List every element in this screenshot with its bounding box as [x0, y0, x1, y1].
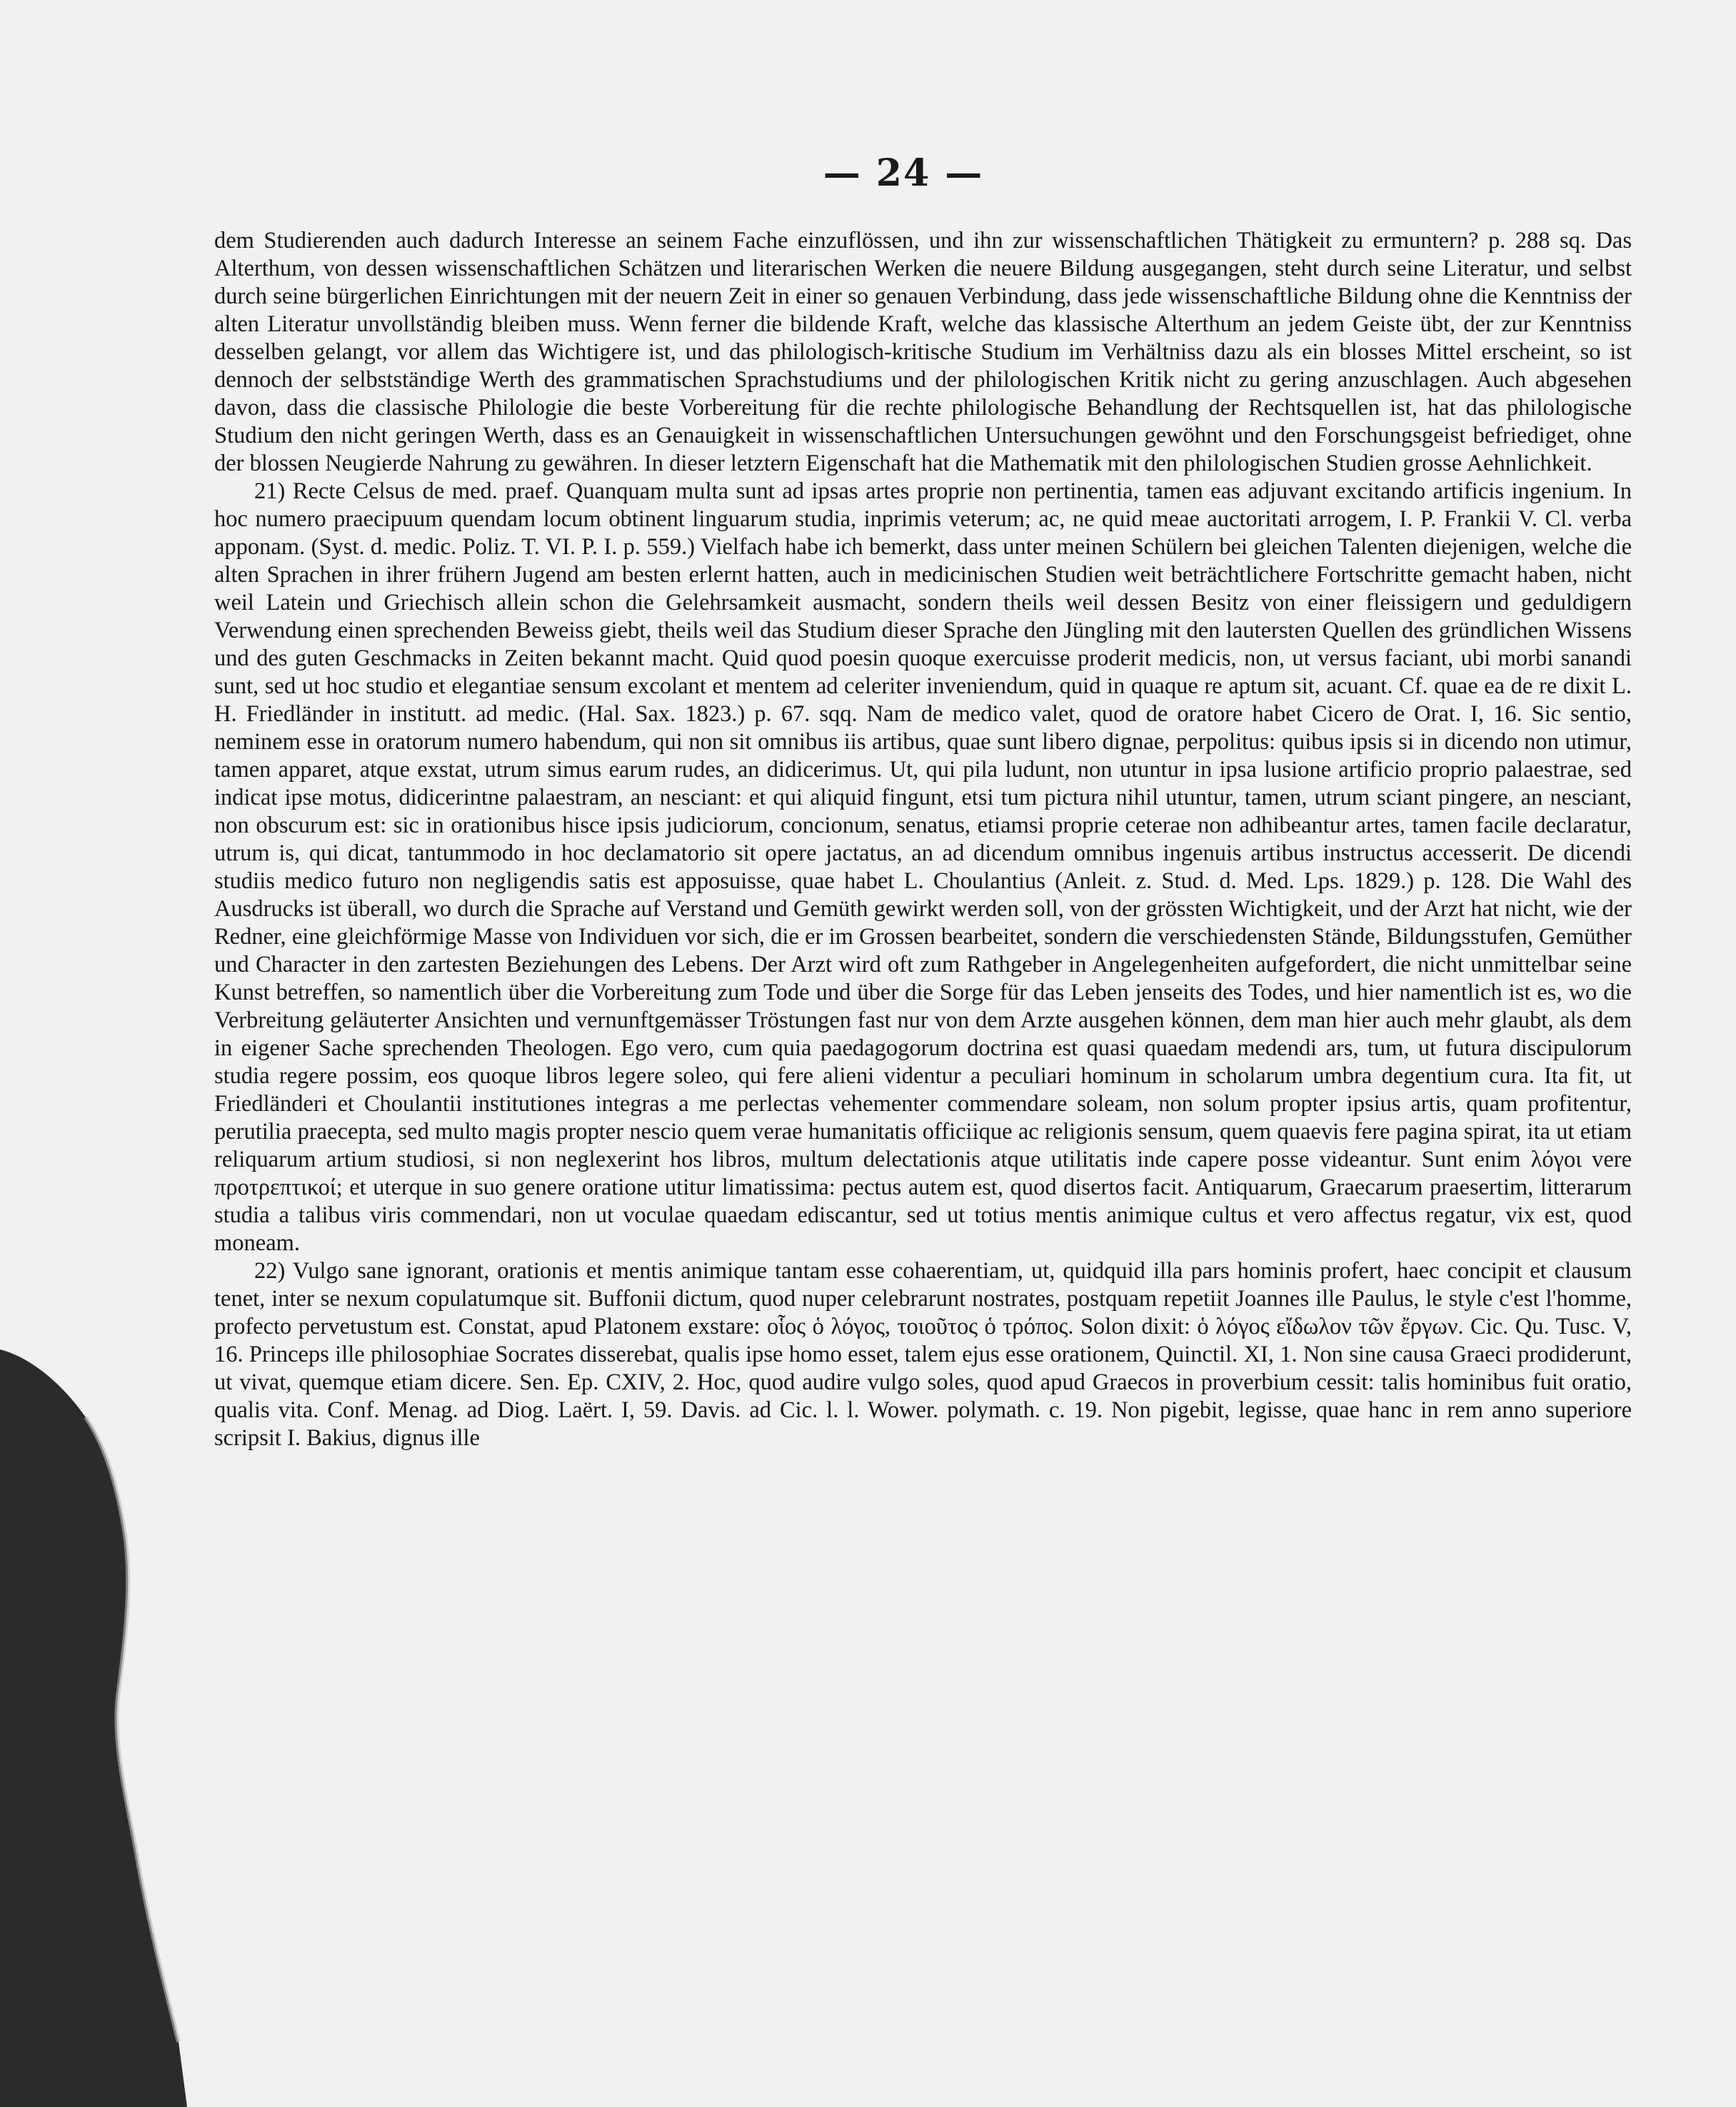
page-number: — 24 —	[823, 151, 984, 195]
paragraph-continued: dem Studierenden auch dadurch Interesse an seinem Fache einzuflössen, und ihn zur wissenschaftlichen Thätigkeit zu ermuntern? p. 288 sq. Das Alterthum, von dessen wissenschaftlichen Schätzen und literarischen Werken die neuere Bildung ausgegangen, steht durch seine Literatur, und selbst durch seine bürgerlichen Einrichtungen mit der neuern Zeit in einer so genauen Verbindung, dass jede wissenschaftliche Bildung ohne die Kenntniss der alten Literatur unvollständig bleiben muss. Wenn ferner die bildende Kraft, welche das klassische Alterthum an jedem Geiste übt, der zur Kenntniss desselben gelangt, vor allem das Wichtigere ist, und das philologisch-kritische Studium im Verhältniss dazu als ein blosses Mittel erscheint, so ist dennoch der selbstständige Werth des grammatischen Sprachstudiums und der philologischen Kritik nicht zu gering anzuschlagen. Auch abgesehen davon, dass die classische Philologie die beste Vorbereitung für die rechte philologische Behandlung der Rechtsquellen ist, hat das philologische Studium den nicht geringen Werth, dass es an Genauigkeit in wissenschaftlichen Untersuchungen gewöhnt und den Forschungsgeist befriediget, ohne der blossen Neugierde Nahrung zu gewähren. In dieser letztern Eigenschaft hat die Mathematik mit den philologischen Studien grosse Aehnlichkeit.	[214, 228, 1632, 476]
body-text	[214, 227, 1632, 1452]
footnote-22: 22) Vulgo sane ignorant, orationis et mentis animique tantam esse cohaerentiam, ut, quidquid illa pars hominis profert, haec concipit et clausum tenet, inter se nexum copulatumque sit. Buffonii dictum, quod nuper celebrarunt nostrates, postquam repetiit Joannes ille Paulus, le style c'est l'homme, profecto pervetustum est. Constat, apud Platonem exstare: οἷος ὁ λόγος, τοιοῦτος ὁ τρόπος. Solon dixit: ὁ λόγος εἴδωλον τῶν ἔργων. Cic. Qu. Tusc. V, 16. Princeps ille philosophiae Socrates disserebat, qualis ipse homo esset, talem ejus esse orationem, Quinctil. XI, 1. Non sine causa Graeci prodiderunt, ut vivat, quemque etiam dicere. Sen. Ep. CXIV, 2. Hoc, quod audire vulgo soles, quod apud Graecos in proverbium cessit: talis hominibus fuit oratio, qualis vita. Conf. Menag. ad Diog. Laërt. I, 59. Davis. ad Cic. l. l. Wower. polymath. c. 19. Non pigebit, legisse, quae hanc in rem anno superiore scripsit I. Bakius, dignus ille	[214, 1258, 1632, 1451]
footnote-21: 21) Recte Celsus de med. praef. Quanquam multa sunt ad ipsas artes proprie non pertinentia, tamen eas adjuvant excitando artificis ingenium. In hoc numero praecipuum quendam locum obtinent linguarum studia, inprimis veterum; ac, ne quid meae auctoritati arrogem, I. P. Frankii V. Cl. verba apponam. (Syst. d. medic. Poliz. T. VI. P. I. p. 559.) Vielfach habe ich bemerkt, dass unter meinen Schülern bei gleichen Talenten diejenigen, welche die alten Sprachen in ihrer frühern Jugend am besten erlernt hatten, auch in medicinischen Studien weit beträchtlichere Fortschritte gemacht haben, nicht weil Latein und Griechisch allein schon die Gelehrsamkeit ausmacht, sondern theils weil dessen Besitz von einer fleissigern und geduldigern Verwendung einen sprechenden Beweiss giebt, theils weil das Studium dieser Sprache den Jüngling mit den lautersten Quellen des gründlichen Wissens und des guten Geschmacks in Zeiten bekannt macht. Quid quod poesin quoque exercuisse proderit medicis, non, ut versus faciant, ubi morbi sanandi sunt, sed ut hoc studio et elegantiae sensum excolant et mentem ad celeriter inveniendum, quid in quaque re aptum sit, acuant. Cf. quae ea de re dixit L. H. Friedländer in institutt. ad medic. (Hal. Sax. 1823.) p. 67. sqq. Nam de medico valet, quod de oratore habet Cicero de Orat. I, 16. Sic sentio, neminem esse in oratorum numero habendum, qui non sit omnibus iis artibus, quae sunt libero dignae, perpolitus: quibus ipsis si in dicendo non utimur, tamen apparet, atque exstat, utrum simus earum rudes, an didicerimus. Ut, qui pila ludunt, non utuntur in ipsa lusione artificio proprio palaestrae, sed indicat ipse motus, didicerintne palaestram, an nesciant: et qui aliquid fingunt, etsi tum pictura nihil utuntur, tamen, utrum sciant pingere, an nesciant, non obscurum est: sic in orationibus hisce ipsis judiciorum, concionum, senatus, etiamsi proprie ceterae non adhibeantur artes, tamen facile declaratur, utrum is, qui dicat, tantummodo in hoc declamatorio sit opere jactatus, an ad dicendum omnibus ingenuis artibus instructus accesserit. De dicendi studiis medico futuro non negligendis satis est apposuisse, quae habet L. Choulantius (Anleit. z. Stud. d. Med. Lps. 1829.) p. 128. Die Wahl des Ausdrucks ist überall, wo durch die Sprache auf Verstand und Gemüth gewirkt werden soll, von der grössten Wichtigkeit, und der Arzt hat nicht, wie der Redner, eine gleichförmige Masse von Individuen vor sich, die er im Grossen bearbeitet, sondern die verschiedensten Stände, Bildungsstufen, Gemüther und Character in den zartesten Beziehungen des Lebens. Der Arzt wird oft zum Rathgeber in Angelegenheiten aufgefordert, die nicht unmittelbar seine Kunst betreffen, so namentlich über die Vorbereitung zum Tode und über die Sorge für das Leben jenseits des Todes, und hier namentlich ist es, wo die Verbreitung geläuterter Ansichten und vernunftgemässer Tröstungen fast nur von dem Arzte ausgehen können, dem man hier auch mehr glaubt, als dem in eigener Sache sprechenden Theologen. Ego vero, cum quia paedagogorum doctrina est quasi quaedam medendi ars, tum, ut futura discipulorum studia regere possim, eos quoque libros legere soleo, qui fere alieni videntur a peculiari hominum in scholarum umbra degentium cura. Ita fit, ut Friedländeri et Choulantii institutiones integras a me perlectas vehementer commendare soleam, non solum propter ipsius artis, quam profitentur, perutilia praecepta, sed multo magis propter nescio quem verae humanitatis officiique ac religionis sensum, quem quaevis fere pagina spirat, ita ut etiam reliquarum artium studiosi, si non neglexerint hos libros, multum delectationis atque utilitatis inde capere posse videantur. Sunt enim λόγοι vere προτρεπτικοί; et uterque in suo genere oratione utitur limatissima: pectus autem est, quod disertos facit. Antiquarum, Graecarum praesertim, litterarum studia a talibus viris commendari, non ut voculae quaedam ediscantur, sed ut totius mentis animique cultus et vero affectus regatur, vix est, quod moneam.	[214, 478, 1632, 1256]
